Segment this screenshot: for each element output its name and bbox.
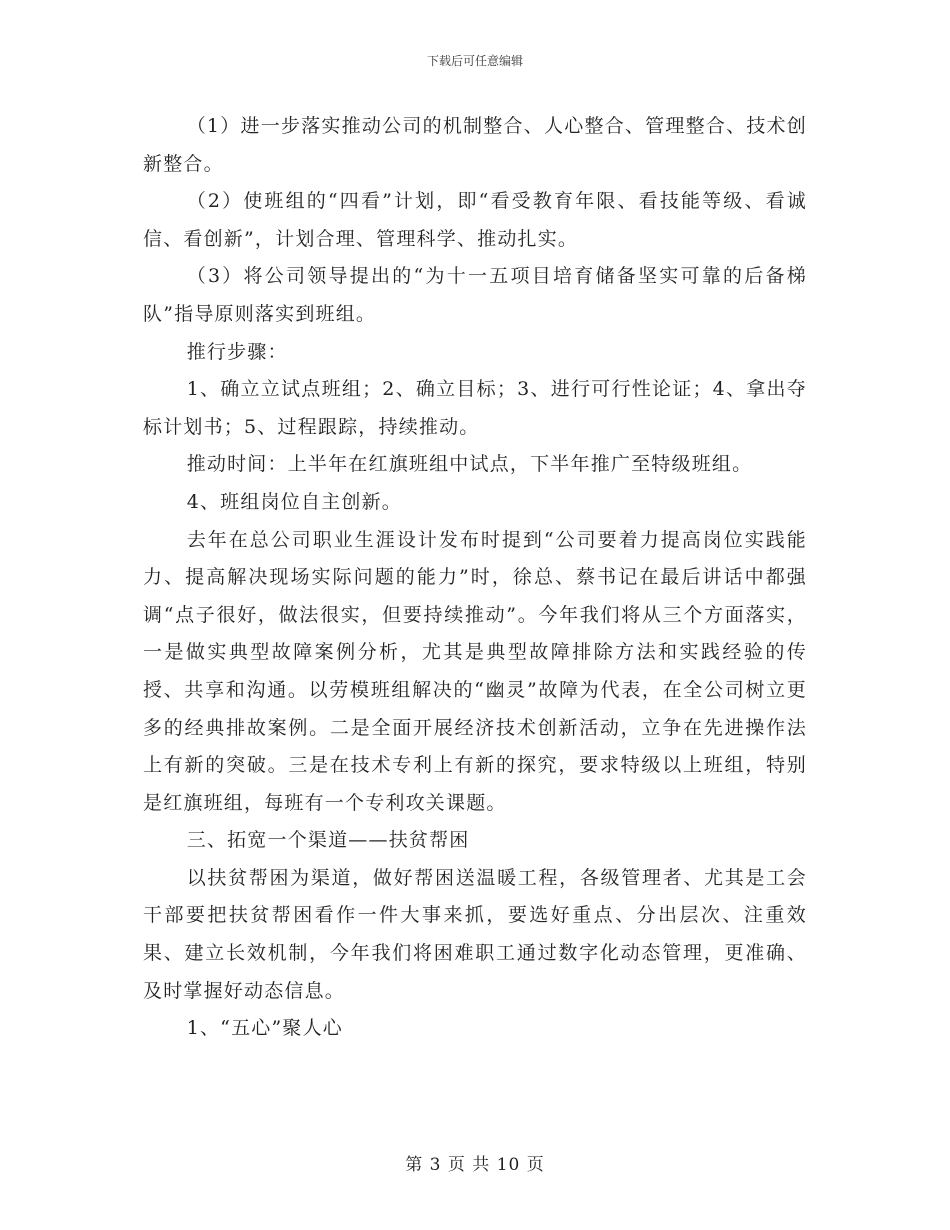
page-header: 下载后可任意编辑 — [426, 54, 523, 68]
paragraph-steps: 1、确立立试点班组；2、确立目标；3、进行可行性论证；4、拿出夺标计划书；5、过程跟踪，持续推动。 — [143, 378, 807, 438]
paragraph-poverty-relief: 以扶贫帮困为渠道，做好帮困送温暖工程，各级管理者、尤其是工会干部要把扶贫帮困看作一件大事来抓，要选好重点、分出层次、注重效果、建立长效机制，今年我们将困难职工通过数字化动态管理，更准确、及时掌握好动态信息。 — [143, 866, 807, 1002]
paragraph-schedule: 推动时间：上半年在红旗班组中试点，下半年推广至特级班组。 — [186, 453, 753, 476]
section-heading-3: 三、拓宽一个渠道——扶贫帮困 — [186, 829, 470, 852]
paragraph-steps-heading: 推行步骤： — [186, 340, 288, 363]
paragraph-innovation: 去年在总公司职业生涯设计发布时提到“公司要着力提高岗位实践能力、提高解决现场实际问题的能力”时，徐总、蔡书记在最后讲话中都强调“点子很好，做法很实，但要持续推动”。今年我们将从三个方面落实，一是做实典型故障案例分析，尤其是典型故障排除方法和实践经验的传授、共享和沟通。以劳模班组解决的“幽灵”故障为代表，在全公司树立更多的经典排故案例。二是全面开展经济技术创新活动，立争在先进操作法上有新的突破。三是在技术专利上有新的探究，要求特级以上班组，特别是红旗班组，每班有一个专利攻关课题。 — [143, 528, 807, 814]
paragraph-goal-3: （3）将公司领导提出的“为十一五项目培育储备坚实可靠的后备梯队”指导原则落实到班组。 — [143, 265, 807, 325]
subheading-five-hearts: 1、“五心”聚人心 — [186, 1017, 344, 1040]
paragraph-goal-1: （1）进一步落实推动公司的机制整合、人心整合、管理整合、技术创新整合。 — [143, 115, 807, 175]
document-body — [143, 108, 807, 1048]
paragraph-section-4: 4、班组岗位自主创新。 — [186, 490, 402, 513]
paragraph-goal-2: （2）使班组的“四看”计划，即“看受教育年限、看技能等级、看诚信、看创新”，计划合理、管理科学、推动扎实。 — [143, 190, 807, 250]
page-footer: 第 3 页 共 10 页 — [405, 1155, 545, 1175]
